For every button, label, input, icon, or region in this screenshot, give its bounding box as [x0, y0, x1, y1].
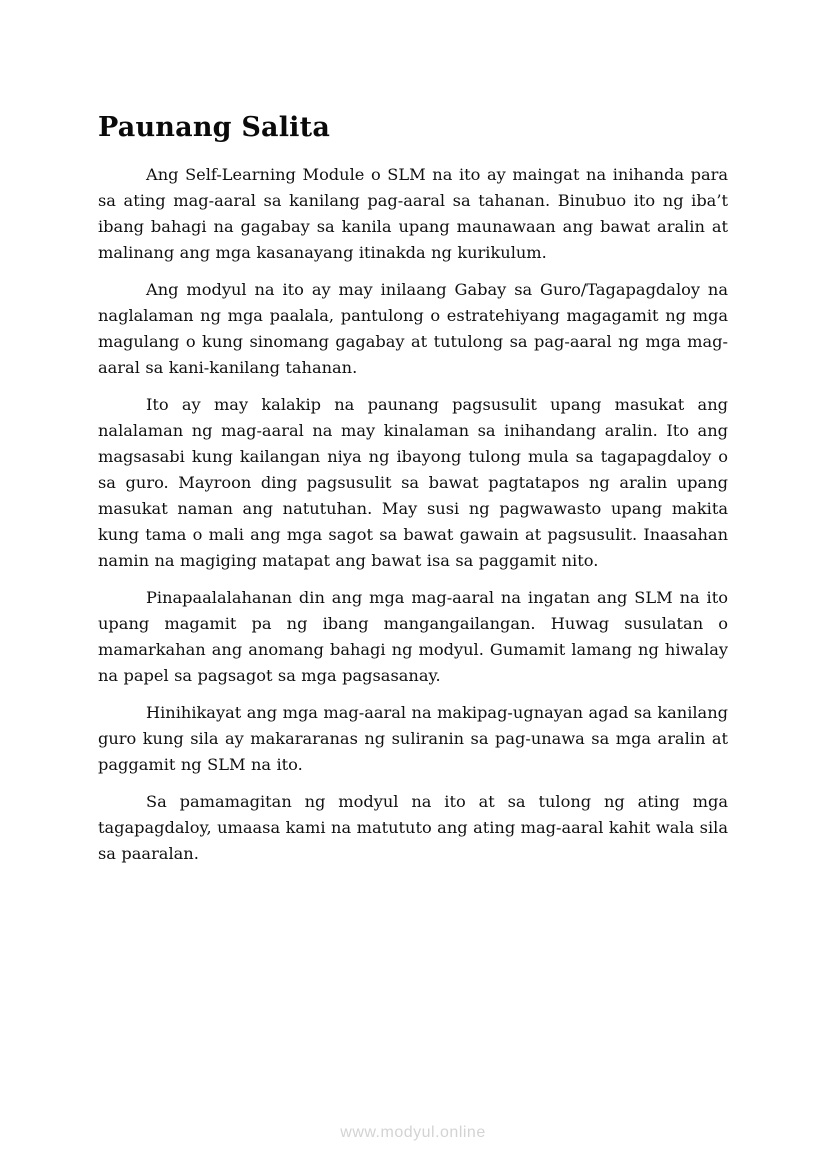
paragraph: Hinihikayat ang mga mag-aaral na makipag-ugnayan agad sa kanilang guro kung sila ay makararanas ng suliranin sa pag-unawa sa mga aralin at paggamit ng SLM na ito.: [98, 703, 728, 774]
body-paragraphs: [98, 162, 728, 867]
paragraph: Ang Self-Learning Module o SLM na ito ay maingat na inihanda para sa ating mag-aaral sa kanilang pag-aaral sa tahanan. Binubuo ito ng iba’t ibang bahagi na gagabay sa kanila upang maunawaan ang bawat aralin at malinang ang mga kasanayang itinakda ng kurikulum.: [98, 165, 728, 262]
paragraph: Sa pamamagitan ng modyul na ito at sa tulong ng ating mga tagapagdaloy, umaasa kami na matututo ang ating mag-aaral kahit wala sila sa paaralan.: [98, 792, 728, 863]
paragraph: Pinapaalalahanan din ang mga mag-aaral na ingatan ang SLM na ito upang magamit pa ng ibang mangangailangan. Huwag susulatan o mamarkahan ang anomang bahagi ng modyul. Gumamit lamang ng hiwalay na papel sa pagsagot sa mga pagsasanay.: [98, 588, 728, 685]
paragraph: Ang modyul na ito ay may inilaang Gabay sa Guro/Tagapagdaloy na naglalaman ng mga paalala, pantulong o estratehiyang magagamit ng mga magulang o kung sinomang gagabay at tutulong sa pag-aaral ng mga mag-aaral sa kani-kanilang tahanan.: [98, 280, 728, 377]
page-title: Paunang Salita: [98, 112, 331, 143]
watermark-text: www.modyul.online: [340, 1124, 486, 1141]
paragraph: Ito ay may kalakip na paunang pagsusulit upang masukat ang nalalaman ng mag-aaral na may kinalaman sa inihandang aralin. Ito ang magsasabi kung kailangan niya ng ibayong tulong mula sa tagapagdaloy o sa guro. Mayroon ding pagsusulit sa bawat pagtatapos ng aralin upang masukat naman ang natutuhan. May susi ng pagwawasto upang makita kung tama o mali ang mga sagot sa bawat gawain at pagsusulit. Inaasahan namin na magiging matapat ang bawat isa sa paggamit nito.: [98, 395, 728, 570]
document-page: [98, 112, 728, 878]
